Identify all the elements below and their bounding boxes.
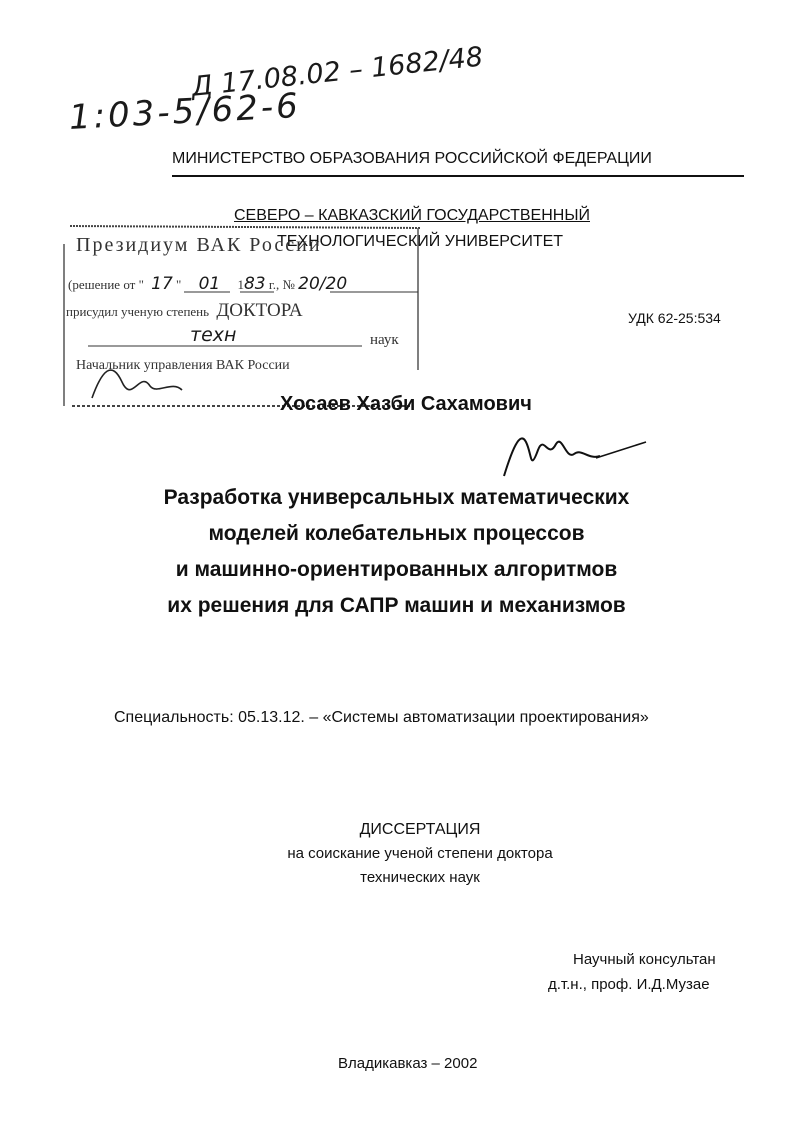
- stamp-decision-month: 01: [198, 274, 221, 294]
- dissertation-label: ДИССЕРТАЦИЯ: [359, 821, 481, 838]
- udk-code: УДК 62-25:534: [628, 310, 721, 326]
- stamp-decision: [68, 274, 347, 294]
- dissertation-field: технических наук: [360, 869, 480, 886]
- stamp-decision-year-prefix: 1: [237, 277, 244, 292]
- title-line-4: их решения для САПР машин и механизмов: [167, 594, 626, 617]
- stamp-award-prefix: присудил ученую степень: [66, 304, 210, 319]
- dissertation-block: [0, 818, 793, 890]
- vak-stamp: [62, 220, 422, 410]
- stamp-decision-sep: ": [176, 277, 182, 292]
- ministry-title: МИНИСТЕРСТВО ОБРАЗОВАНИЯ РОССИЙСКОЙ ФЕДЕРАЦИИ: [172, 150, 652, 167]
- stamp-chief: Начальник управления ВАК России: [76, 358, 290, 373]
- author-name: Хосаев Хазби Сахамович: [280, 393, 532, 415]
- stamp-award: [66, 300, 303, 322]
- specialty: Специальность: 05.13.12. – «Системы автоматизации проектирования»: [114, 709, 649, 726]
- title-line-1: Разработка универсальных математических: [163, 486, 630, 509]
- dissertation-title: [0, 480, 793, 624]
- title-line-3: и машинно-ориентированных алгоритмов: [175, 558, 618, 581]
- stamp-decision-year: 83: [243, 274, 266, 294]
- stamp-decision-day: 17: [151, 274, 173, 294]
- consultant-label: Научный консультан: [573, 951, 716, 968]
- author-signature: [500, 420, 650, 480]
- title-line-2: моделей колебательных процессов: [208, 522, 585, 545]
- stamp-field-suffix: наук: [370, 332, 399, 348]
- dissertation-degree: на соискание ученой степени доктора: [287, 845, 553, 862]
- stamp-field: техн: [190, 324, 237, 346]
- stamp-title: Президиум ВАК России: [76, 234, 322, 256]
- city-year: Владикавказ – 2002: [338, 1055, 478, 1072]
- university-line-1: СЕВЕРО – КАВКАЗСКИЙ ГОСУДАРСТВЕННЫЙ: [234, 207, 590, 224]
- header-rule: [172, 175, 744, 177]
- stamp-decision-prefix: (решение от ": [68, 277, 144, 292]
- university-line-2: ТЕХНОЛОГИЧЕСКИЙ УНИВЕРСИТЕТ: [277, 233, 564, 250]
- stamp-decision-number: 20/20: [298, 274, 348, 294]
- stamp-degree: ДОКТОРА: [216, 300, 303, 321]
- handwritten-archive-code: 1:03-5/62-6: [68, 85, 302, 138]
- stamp-decision-year-suffix: г., №: [265, 277, 295, 292]
- consultant-name: д.т.н., проф. И.Д.Музае: [548, 976, 710, 993]
- handwritten-top-note: Д 17.08.02 – 1682/48: [190, 41, 485, 103]
